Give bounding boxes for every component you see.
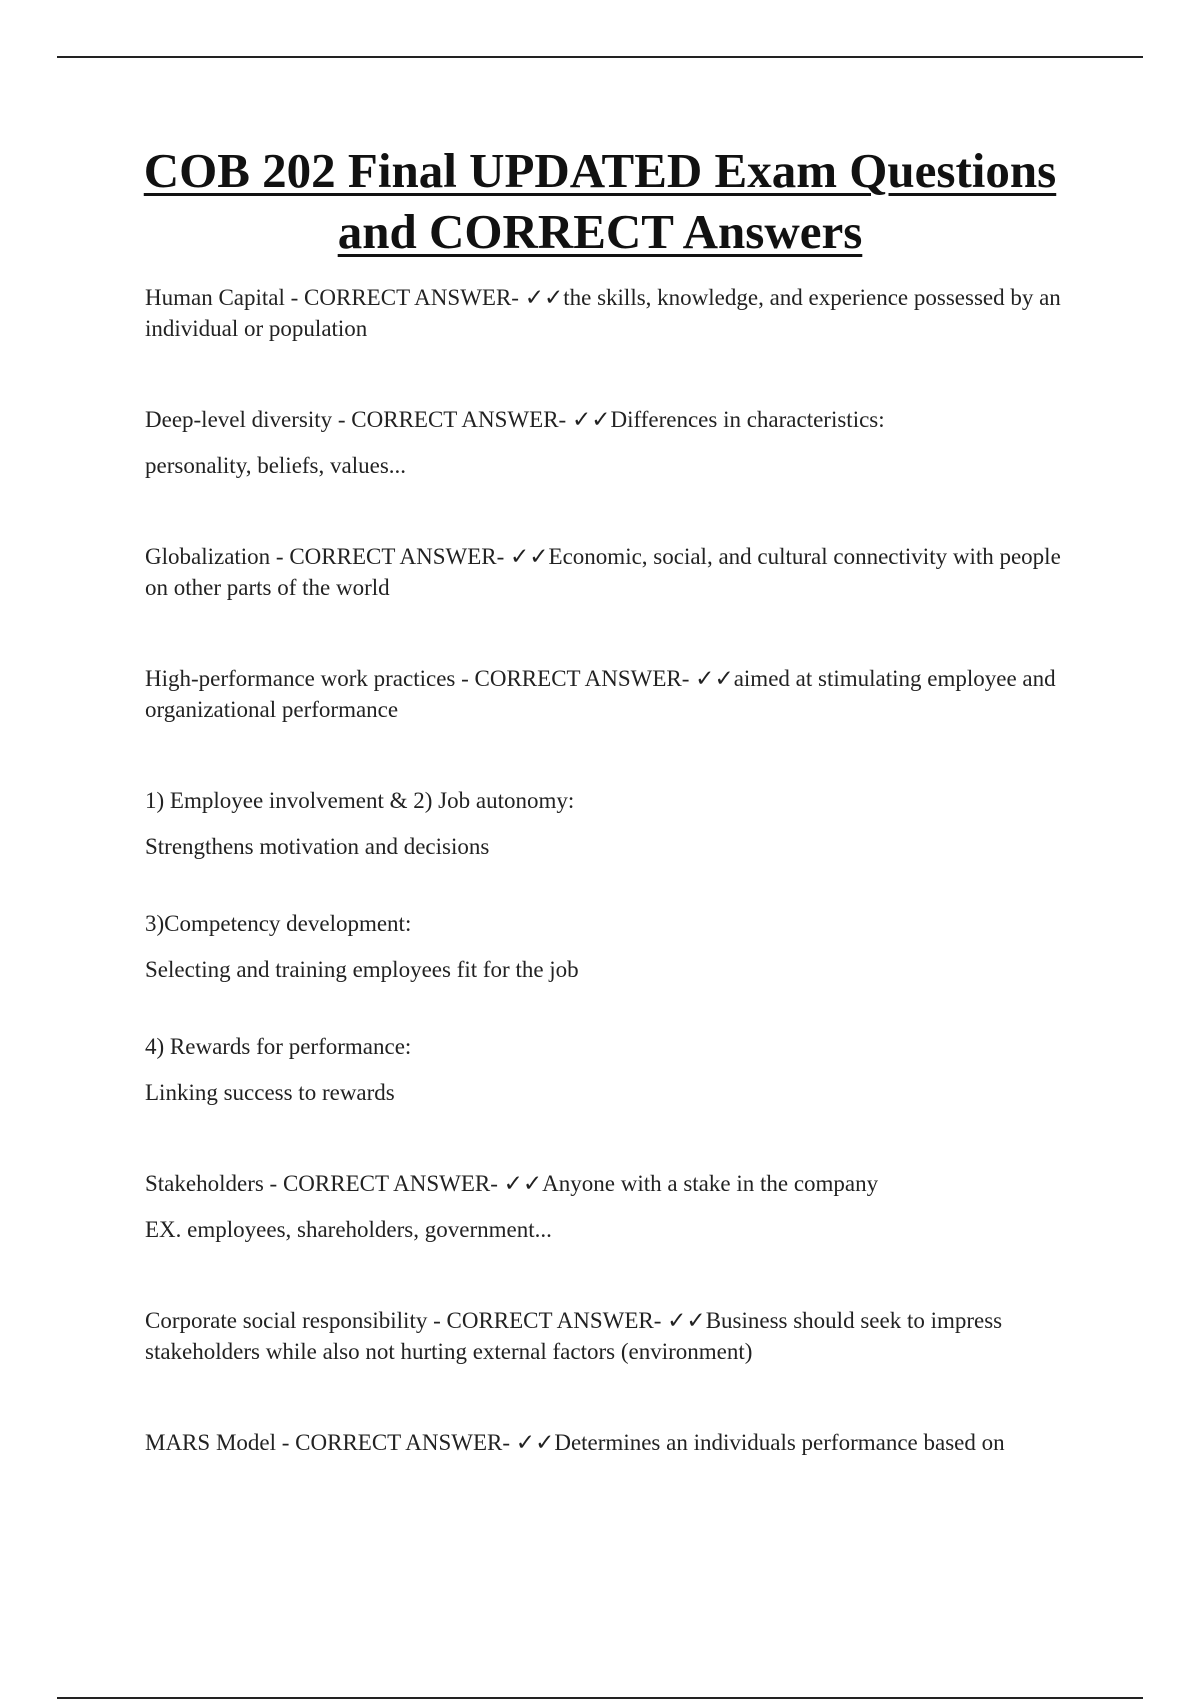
qa-text: Human Capital - CORRECT ANSWER- ✓✓the skills, knowledge, and experience possessed by an individual or population [145,285,1061,341]
qa-entry-mars-model [145,1427,1065,1458]
title-line-2: and CORRECT Answers [337,204,863,259]
qa-entry-deep-level-diversity [145,404,1065,481]
qa-entry-high-performance-work-practices [145,663,1065,725]
qa-text: Globalization - CORRECT ANSWER- ✓✓Economic, social, and cultural connectivity with people on other parts of the world [145,544,1061,600]
qa-text: MARS Model - CORRECT ANSWER- ✓✓Determines an individuals performance based on [145,1430,1005,1455]
qa-text-continued: Selecting and training employees fit for the job [145,957,579,982]
document-title [100,140,1100,262]
qa-text: 3)Competency development: [145,911,412,936]
bottom-divider [57,1697,1143,1699]
qa-text: 1) Employee involvement & 2) Job autonomy: [145,788,575,813]
qa-text-continued: Strengthens motivation and decisions [145,834,490,859]
qa-list [145,282,1065,1518]
qa-text-continued: personality, beliefs, values... [145,453,407,478]
qa-text-continued: Linking success to rewards [145,1080,395,1105]
qa-entry-competency-development [145,908,1065,985]
title-line-1: COB 202 Final UPDATED Exam Questions [143,143,1057,198]
qa-entry-globalization [145,541,1065,603]
qa-entry-corporate-social-responsibility [145,1305,1065,1367]
qa-entry-stakeholders [145,1168,1065,1245]
qa-text: Stakeholders - CORRECT ANSWER- ✓✓Anyone with a stake in the company [145,1171,879,1196]
qa-text: Corporate social responsibility - CORRECT ANSWER- ✓✓Business should seek to impress stakeholders while also not hurting external factors (environment) [145,1308,1003,1364]
qa-text-continued: EX. employees, shareholders, government... [145,1217,552,1242]
qa-entry-human-capital [145,282,1065,344]
top-divider [57,56,1143,58]
qa-entry-employee-involvement [145,785,1065,862]
qa-text: Deep-level diversity - CORRECT ANSWER- ✓✓Differences in characteristics: [145,407,885,432]
qa-entry-rewards-for-performance [145,1031,1065,1108]
qa-text: 4) Rewards for performance: [145,1034,412,1059]
qa-text: High-performance work practices - CORRECT ANSWER- ✓✓aimed at stimulating employee and organizational performance [145,666,1056,722]
